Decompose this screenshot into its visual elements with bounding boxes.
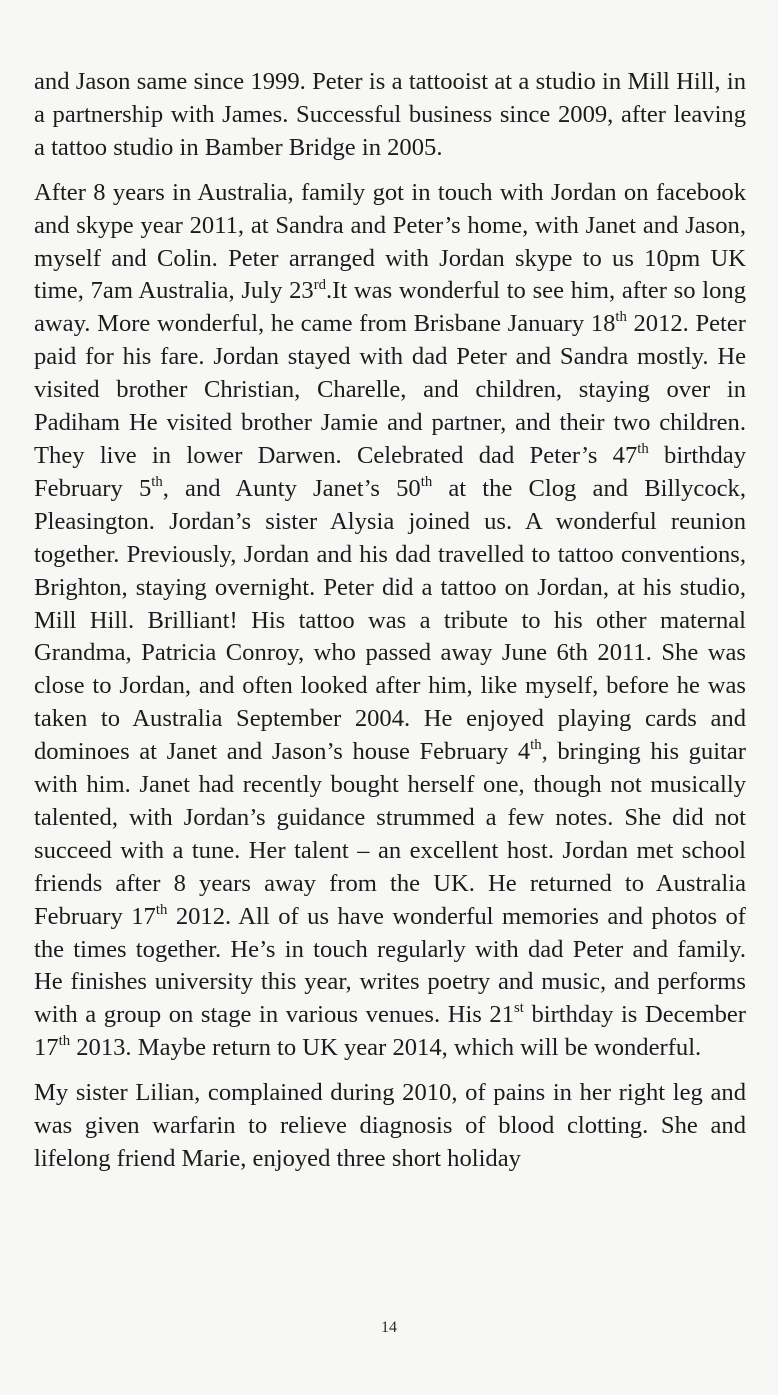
ordinal-superscript: st (514, 1000, 524, 1017)
ordinal-superscript: th (58, 1033, 71, 1050)
text-run: .It was wonderful to see him, after so long away. More wonderful, he came from Brisbane January 18 (34, 277, 746, 338)
text-run: After 8 years in Australia, family got in touch with Jordan on facebook and skype year 2011, at Sandra and Peter’s home, with Janet and Jason, myself and Colin. Peter arranged with Jordan skype to us 10pm UK time, 7am Australia, July 23 (34, 178, 746, 305)
text-run: at the Clog and Billycock, Pleasington. Jordan’s sister Alysia joined us. A wonderful reunion together. Previously, Jordan and his dad travelled to tattoo conventions, Brighton, staying overnight. Peter did a tattoo on Jordan, at his studio, Mill Hill. Brilliant! His tattoo was a tribute to his other maternal Grandma, Patricia Conroy, who passed away June 6th 2011. She was close to Jordan, and often looked after him, like myself, before he was taken to Australia September 2004. He enjoyed playing cards and dominoes at Janet and Jason’s house February 4 (34, 474, 746, 766)
text-run: birthday February 5 (34, 441, 747, 502)
paragraph-2 (34, 177, 746, 1065)
text-run: birthday is December 17 (34, 1001, 746, 1062)
text-run: , and Aunty Janet’s 50 (162, 474, 421, 502)
ordinal-superscript: th (637, 441, 649, 458)
text-run: and Jason same since 1999. Peter is a tattooist at a studio in Mill Hill, in a partnership with James. Successful business since 2009, after leaving a tattoo studio in Bamber Bridge in 2005. (34, 68, 746, 161)
text-run: 2013. Maybe return to UK year 2014, which will be wonderful. (70, 1034, 702, 1062)
text-run: My sister Lilian, complained during 2010, of pains in her right leg and was given warfarin to relieve diagnosis of blood clotting. She and lifelong friend Marie, enjoyed three short holiday (34, 1079, 746, 1172)
ordinal-superscript: th (420, 473, 433, 490)
paragraph-3 (34, 1077, 746, 1176)
text-run: 2012. All of us have wonderful memories and photos of the times together. He’s in touch regularly with dad Peter and family. He finishes university this year, writes poetry and music, and performs with a group on stage in various venues. His 21 (34, 902, 746, 1029)
ordinal-superscript: rd (313, 276, 326, 293)
ordinal-superscript: th (615, 309, 627, 326)
paragraph-1 (34, 66, 746, 165)
page-body (34, 66, 746, 1176)
page-number: 14 (381, 1319, 397, 1336)
text-run: 2012. Peter paid for his fare. Jordan stayed with dad Peter and Sandra mostly. He visited brother Christian, Charelle, and children, staying over in Padiham He visited brother Jamie and partner, and their two children. They live in lower Darwen. Celebrated dad Peter’s 47 (34, 310, 746, 469)
ordinal-superscript: th (151, 473, 163, 490)
text-run: , bringing his guitar with him. Janet had recently bought herself one, though not musically talented, with Jordan’s guidance strummed a few notes. She did not succeed with a tune. Her talent – an excellent host. Jordan met school friends after 8 years away from the UK. He returned to Australia February 17 (34, 738, 746, 930)
ordinal-superscript: th (155, 901, 168, 918)
ordinal-superscript: th (530, 737, 542, 754)
